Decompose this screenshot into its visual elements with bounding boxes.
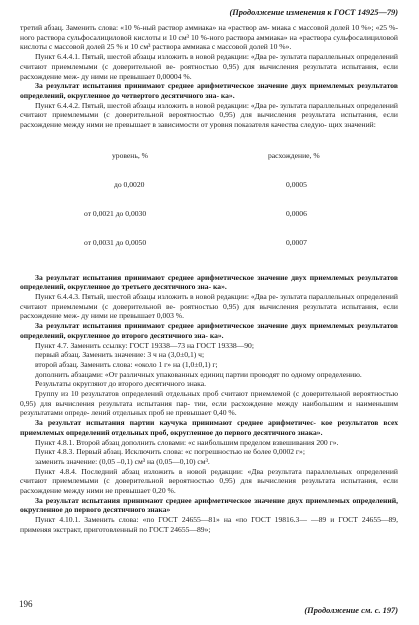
para-6441: Пункт 6.4.4.1. Пятый, шестой абзацы изложить в новой редакции: «Два ре- зультата параллельных определений считают приемлемыми (с доверительной ве- роятностью 0,95) для вычисления результата испытания, если расхождение меж- ду ними не превышает 0,00004 %. bbox=[20, 52, 398, 81]
limits-table bbox=[20, 132, 398, 268]
para-6442: Пункт 6.4.4.2. Пятый, шестой абзацы изложить в новой редакции: «Два ре- зультата параллельных определений считают приемлемыми (с доверительной вероятностью 0,95) для вычисления результата испытания, если расхождение между ними не превышает в зависимости от уровня показателя качества следую- щих значений: bbox=[20, 100, 398, 130]
para-6443: Пункт 6.4.4.3. Пятый, шестой абзацы изложить в новой редакции: «Два ре- зультата параллельных определений считают приемлемыми (с доверительной ве- роятностью 0,95) для вычисления результата испытания, если расхождение меж- ду ними не превышает 0,003 %. bbox=[20, 291, 398, 321]
para-481: Пункт 4.8.1. Второй абзац дополнить словами: «с наибольшим пределом взвешивания 200 г». bbox=[35, 437, 339, 447]
level-row-1: до 0,0020 bbox=[114, 180, 145, 190]
para-47-c: дополнить абзацами: «От различных упакованных единиц партии проводят по одному определению. bbox=[35, 369, 362, 379]
para-top: третий абзац. Заменить слова: «10 %-ный раствор аммиака» на «раствор ам- миака с массовой долей 10 %»; «25 %-ного раствора сульфосалициловой кислоты и 10 см³ 10 %-ного раствора аммиака» на «раствора сульфосалициловой кислоты с массовой долей 25 % и 10 см³ раствора аммиака с массовой долей 10 %». bbox=[20, 23, 398, 52]
level-row-2: от 0,0021 до 0,0030 bbox=[84, 209, 147, 219]
para-483: Пункт 4.8.3. Первый абзац. Исключить слова: «с погрешностью не более 0,0002 г»; bbox=[35, 447, 305, 457]
level-row-3: от 0,0031 до 0,0050 bbox=[84, 238, 147, 248]
level-column bbox=[84, 132, 268, 268]
para-47-b: второй абзац. Заменить слова: «около 1 г» на (1,0±0,1) г; bbox=[35, 359, 218, 369]
para-6441-conclusion: За результат испытания принимают среднее арифметическое значение двух приемлемых результатов определений, округленное до четвертого десятичного зна- ка». bbox=[20, 81, 398, 100]
page-number: 196 bbox=[19, 599, 33, 609]
difference-header: расхождение, % bbox=[268, 151, 320, 161]
para-484: Пункт 4.8.4. Последний абзац изложить в новой редакции: «Два результата параллельных определений считают приемлемыми (с доверительной вероятностью 0,95) для вычисления результата испытания, если расхождение между ними не превышает 0,20 %. bbox=[20, 466, 398, 496]
para-6442-conclusion: За результат испытания принимают среднее арифметическое значение двух приемлемых результатов определений, округленное до третьего десятичного зна- ка». bbox=[20, 272, 398, 292]
para-484-conclusion: За результат испытания принимают среднее арифметическое значение двух приемлемых определений, округленное до первого десятичного знака» bbox=[20, 495, 398, 515]
difference-row-1: 0,0005 bbox=[286, 180, 307, 190]
level-header: уровень, % bbox=[112, 151, 148, 161]
para-47-a: первый абзац. Заменить значение: 3 ч на (3,0±0,1) ч; bbox=[35, 350, 205, 360]
para-47-conclusion: За результат испытания партии каучука принимают среднее арифметичес- кое результатов всех приемлемых определений отдельных проб, округленное до первого десятичного знака». bbox=[20, 418, 398, 437]
para-47-e: Группу из 10 результатов определений отдельных проб считают приемлемой (с доверительной вероятностью 0,95) для вычисления результата испытания пар- тии, если расхождение между наибольшим и наименьшим результатами опреде- лений отдельных проб не превышает 0,40 %. bbox=[20, 389, 398, 418]
running-header: (Продолжение изменения к ГОСТ 14925—79) bbox=[229, 8, 398, 17]
para-6443-conclusion: За результат испытания принимают среднее арифметическое значение двух приемлемых результатов определений, округленное до второго десятичного зна- ка». bbox=[20, 321, 398, 340]
difference-column bbox=[268, 132, 320, 268]
para-483-b: заменить значение: (0,05 –0,1) см³ на (0,05—0,10) см³. bbox=[35, 456, 210, 466]
para-4101: Пункт 4.10.1. Заменить слова: «по ГОСТ 24655—81» на «по ГОСТ 19816.3— —89 и ГОСТ 24655—89, применяя экстракт, приготовленный по ГОСТ 24655—89»; bbox=[20, 515, 398, 534]
continuation-footer: (Продолжение см. с. 197) bbox=[304, 606, 398, 615]
difference-row-3: 0,0007 bbox=[286, 238, 307, 248]
difference-row-2: 0,0006 bbox=[286, 209, 307, 219]
para-47: Пункт 4.7. Заменить ссылку: ГОСТ 19338—73 на ГОСТ 19338—90; bbox=[35, 340, 254, 350]
para-47-d: Результаты округляют до второго десятичного знака. bbox=[35, 379, 206, 389]
